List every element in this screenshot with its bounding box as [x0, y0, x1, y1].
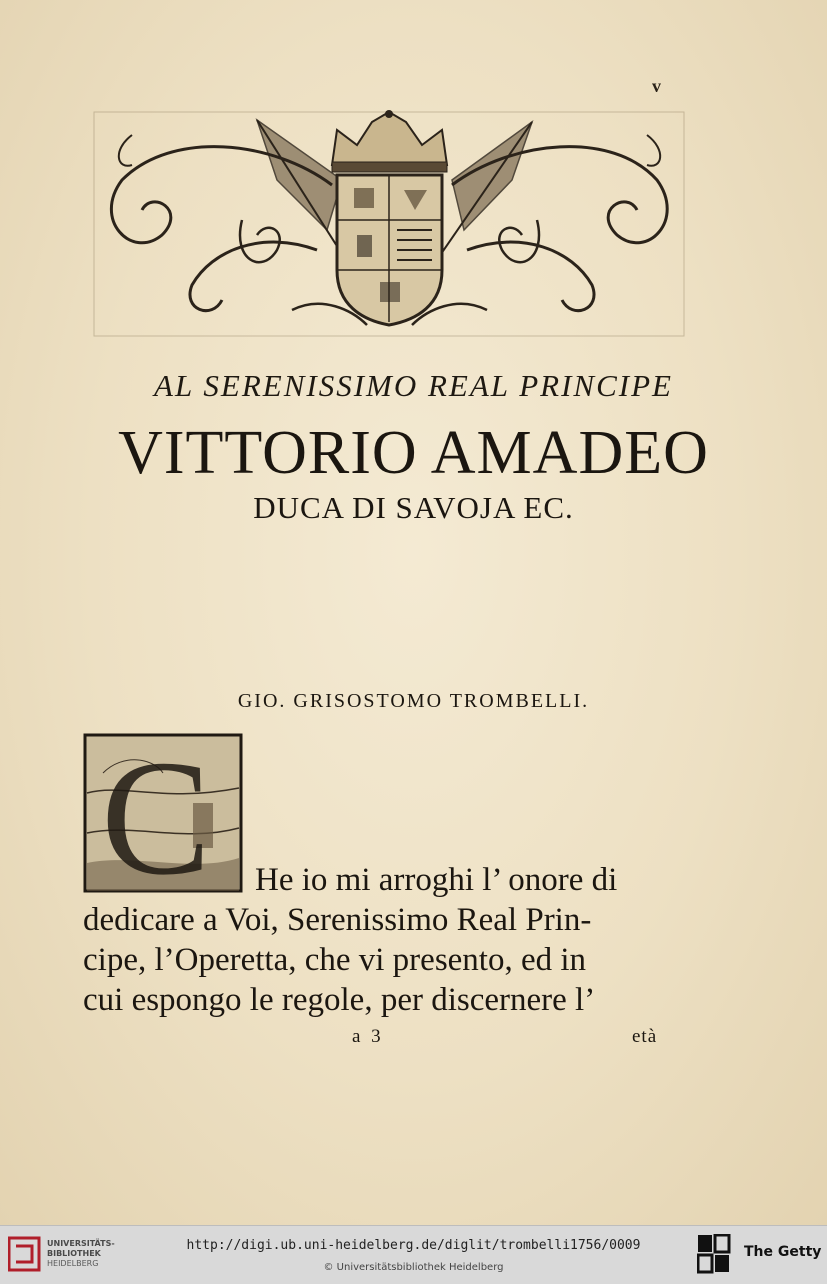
page-title: VITTORIO AMADEO: [118, 419, 709, 487]
sponsor-name[interactable]: The Getty: [744, 1244, 822, 1260]
dedication-heading: AL SERENISSIMO REAL PRINCIPE: [154, 368, 673, 403]
page-subtitle: DUCA DI SAVOJA EC.: [253, 490, 574, 525]
body-line-1: He io mi arroghi l’ onore di: [255, 862, 618, 898]
getty-logo-icon[interactable]: [697, 1234, 731, 1274]
permalink-url[interactable]: http://digi.ub.uni-heidelberg.de/diglit/trombelli1756/0009: [186, 1238, 641, 1253]
body-line-4: cui espongo le regole, per discernere l’: [83, 982, 596, 1018]
catchword: età: [632, 1026, 658, 1047]
decorated-initial-c: [83, 733, 243, 893]
coat-of-arms-ornament: [92, 110, 686, 338]
viewer-footer: [0, 1225, 827, 1284]
body-line-2: dedicare a Voi, Serenissimo Real Prin-: [83, 902, 592, 938]
library-name-line-3: HEIDELBERG: [47, 1259, 99, 1268]
library-name-line-2: BIBLIOTHEK: [47, 1249, 101, 1258]
svg-text:C: C: [101, 733, 212, 893]
signature-mark: a 3: [352, 1026, 384, 1047]
body-line-3: cipe, l’Operetta, che vi presento, ed in: [83, 942, 587, 978]
page-folio: v: [652, 76, 661, 96]
library-name-line-1: UNIVERSITÄTS-: [47, 1239, 115, 1248]
copyright-notice: © Universitätsbibliothek Heidelberg: [323, 1262, 504, 1273]
author-name: GIO. GRISOSTOMO TROMBELLI.: [237, 690, 590, 712]
